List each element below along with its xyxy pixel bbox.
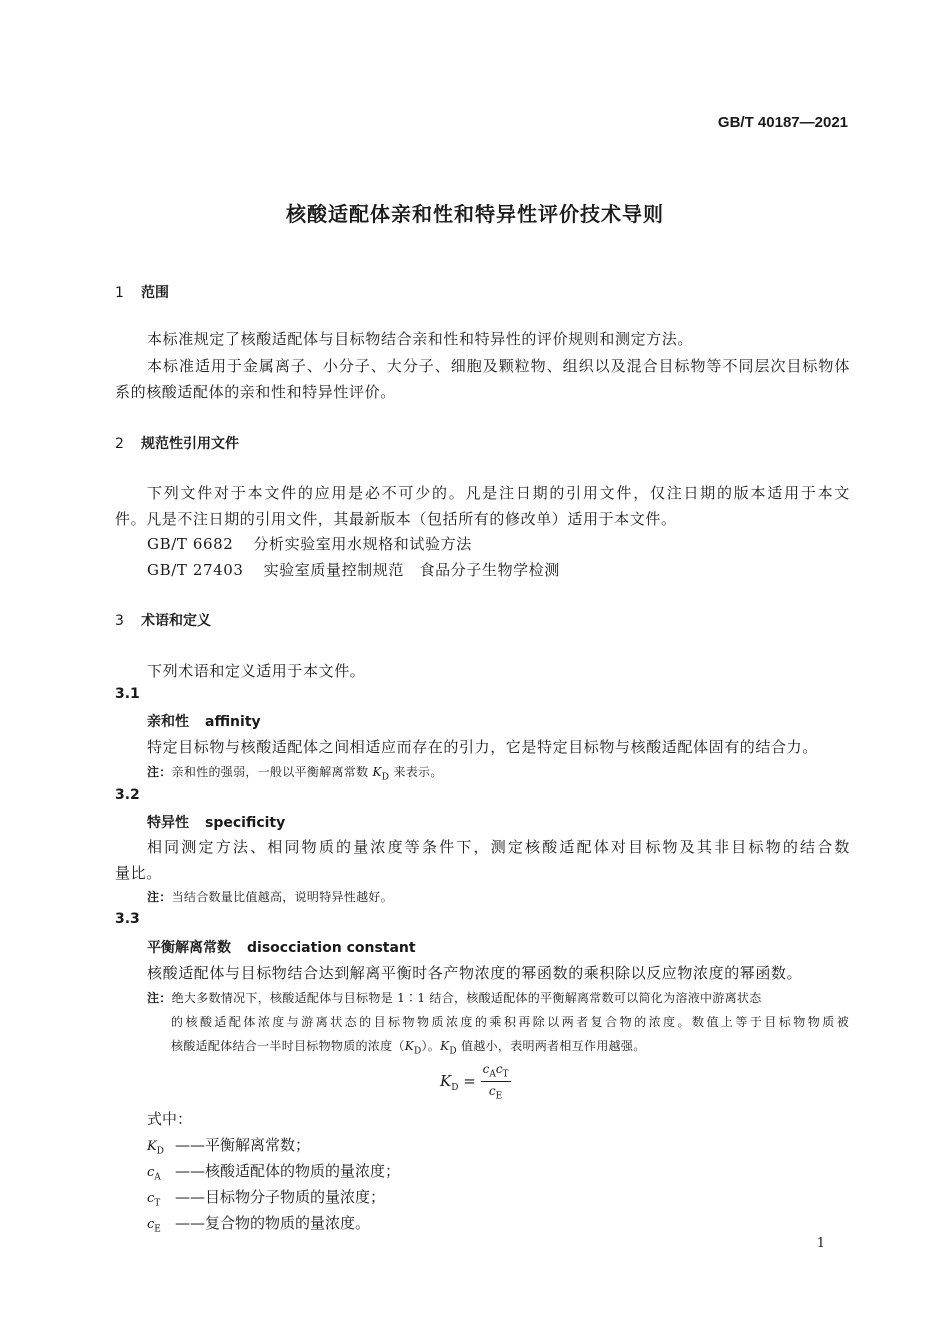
formula-equals: =	[463, 1071, 476, 1090]
legend-symbol: $c_A$	[147, 1165, 161, 1183]
legend-symbol: $c_E$	[147, 1217, 161, 1235]
section-number: 1	[115, 285, 124, 301]
clause-number: 3.1	[115, 686, 140, 702]
legend-item	[147, 1186, 385, 1209]
note-label: 注：	[147, 991, 172, 1005]
note-text: 的核酸适配体浓度与游离状态的目标物物质浓度的乘积再除以两者复合物的浓度。数值上等于目标物物质被	[171, 1015, 849, 1029]
section-title: 术语和定义	[141, 613, 211, 629]
reference-code: GB/T 6682	[147, 535, 234, 553]
legend-desc: ——核酸适配体的物质的量浓度；	[175, 1162, 401, 1180]
section-3-heading	[115, 610, 211, 630]
section-2-paragraph: 件。凡是不注日期的引用文件，其最新版本（包括所有的修改单）适用于本文件。	[115, 510, 677, 528]
note-text: ）。	[421, 1039, 441, 1053]
term-definition: 量比。	[115, 864, 162, 882]
term-cn: 亲和性	[147, 714, 189, 730]
note-text: 核酸适配体结合一半时目标物物质的浓度（	[171, 1039, 405, 1053]
reference-code: GB/T 27403	[147, 561, 244, 579]
note-label: 注：	[147, 765, 172, 779]
document-title: 核酸适配体亲和性和特异性评价技术导则	[286, 202, 664, 226]
note-text: 绝大多数情况下，核酸适配体与目标物是 1∶1 结合，核酸适配体的平衡解离常数可以简化为溶液中游离状态	[171, 991, 762, 1005]
section-1-paragraph: 本标准适用于金属离子、小分子、大分子、细胞及颗粒物、组织以及混合目标物等不同层次目标物体	[147, 357, 850, 375]
formula-where: 式中：	[147, 1110, 193, 1128]
term-specificity	[147, 812, 285, 832]
kd-symbol: $K_D$	[372, 765, 390, 783]
term-definition: 核酸适配体与目标物结合达到解离平衡时各产物浓度的幂函数的乘积除以反应物浓度的幂函数。	[147, 964, 803, 982]
term-cn: 特异性	[147, 815, 189, 831]
note	[147, 989, 762, 1006]
term-affinity	[147, 711, 261, 731]
clause-number: 3.3	[115, 911, 140, 927]
legend-symbol: $K_D$	[147, 1139, 164, 1157]
term-definition: 相同测定方法、相同物质的量浓度等条件下，测定核酸适配体对目标物及其非目标物的结合数	[147, 838, 850, 856]
section-1-paragraph: 本标准规定了核酸适配体与目标物结合亲和性和特异性的评价规则和测定方法。	[147, 330, 694, 348]
section-1-paragraph: 系的核酸适配体的亲和性和特异性评价。	[115, 383, 396, 401]
formula-lhs: $K_D$	[440, 1071, 459, 1093]
reference-item	[147, 533, 472, 554]
legend-desc: ——平衡解离常数；	[175, 1136, 311, 1154]
legend-item	[147, 1160, 400, 1183]
term-en: specificity	[205, 815, 286, 831]
kd-symbol: $K_D$	[440, 1039, 457, 1057]
legend-desc: ——复合物的物质的量浓度。	[175, 1214, 371, 1232]
note	[147, 888, 393, 905]
term-dissociation-constant	[147, 937, 416, 957]
section-number: 2	[115, 436, 124, 452]
note	[147, 763, 443, 782]
section-title: 范围	[141, 285, 169, 301]
page-number: 1	[816, 1236, 825, 1251]
formula-fraction	[481, 1062, 511, 1102]
note-text: 来表示。	[389, 765, 443, 779]
reference-name: 分析实验室用水规格和试验方法	[253, 535, 472, 553]
section-2-heading	[115, 433, 239, 453]
section-number: 3	[115, 613, 124, 629]
reference-name: 实验室质量控制规范 食品分子生物学检测	[263, 561, 560, 579]
section-2-paragraph: 下列文件对于本文件的应用是必不可少的。凡是注日期的引用文件，仅注日期的版本适用于本文	[147, 484, 850, 502]
standard-number: GB/T 40187—2021	[717, 114, 848, 131]
legend-item	[147, 1134, 310, 1157]
note-text: 当结合数量比值越高，说明特异性越好。	[171, 890, 394, 904]
term-en: affinity	[205, 714, 261, 730]
note-label: 注：	[147, 890, 172, 904]
clause-number: 3.2	[115, 787, 140, 803]
kd-formula	[440, 1062, 511, 1102]
term-cn: 平衡解离常数	[147, 940, 231, 956]
section-title: 规范性引用文件	[141, 436, 239, 452]
legend-item	[147, 1212, 370, 1235]
formula-numerator: $c_Ac_T$	[481, 1062, 511, 1082]
section-1-heading	[115, 282, 169, 302]
legend-desc: ——目标物分子物质的量浓度；	[175, 1188, 386, 1206]
legend-symbol: $c_T$	[147, 1191, 161, 1209]
term-definition: 特定目标物与核酸适配体之间相适应而存在的引力，它是特定目标物与核酸适配体固有的结合力。	[147, 738, 818, 756]
formula-denominator: $c_E$	[488, 1084, 503, 1102]
reference-item	[147, 559, 560, 580]
kd-symbol: $K_D$	[404, 1039, 422, 1057]
note	[171, 1037, 646, 1056]
note-text: 值越小，表明两者相互作用越强。	[456, 1039, 646, 1053]
section-3-intro: 下列术语和定义适用于本文件。	[147, 662, 366, 680]
term-en: disocciation constant	[247, 940, 416, 956]
note-text: 亲和性的强弱，一般以平衡解离常数	[171, 765, 373, 779]
